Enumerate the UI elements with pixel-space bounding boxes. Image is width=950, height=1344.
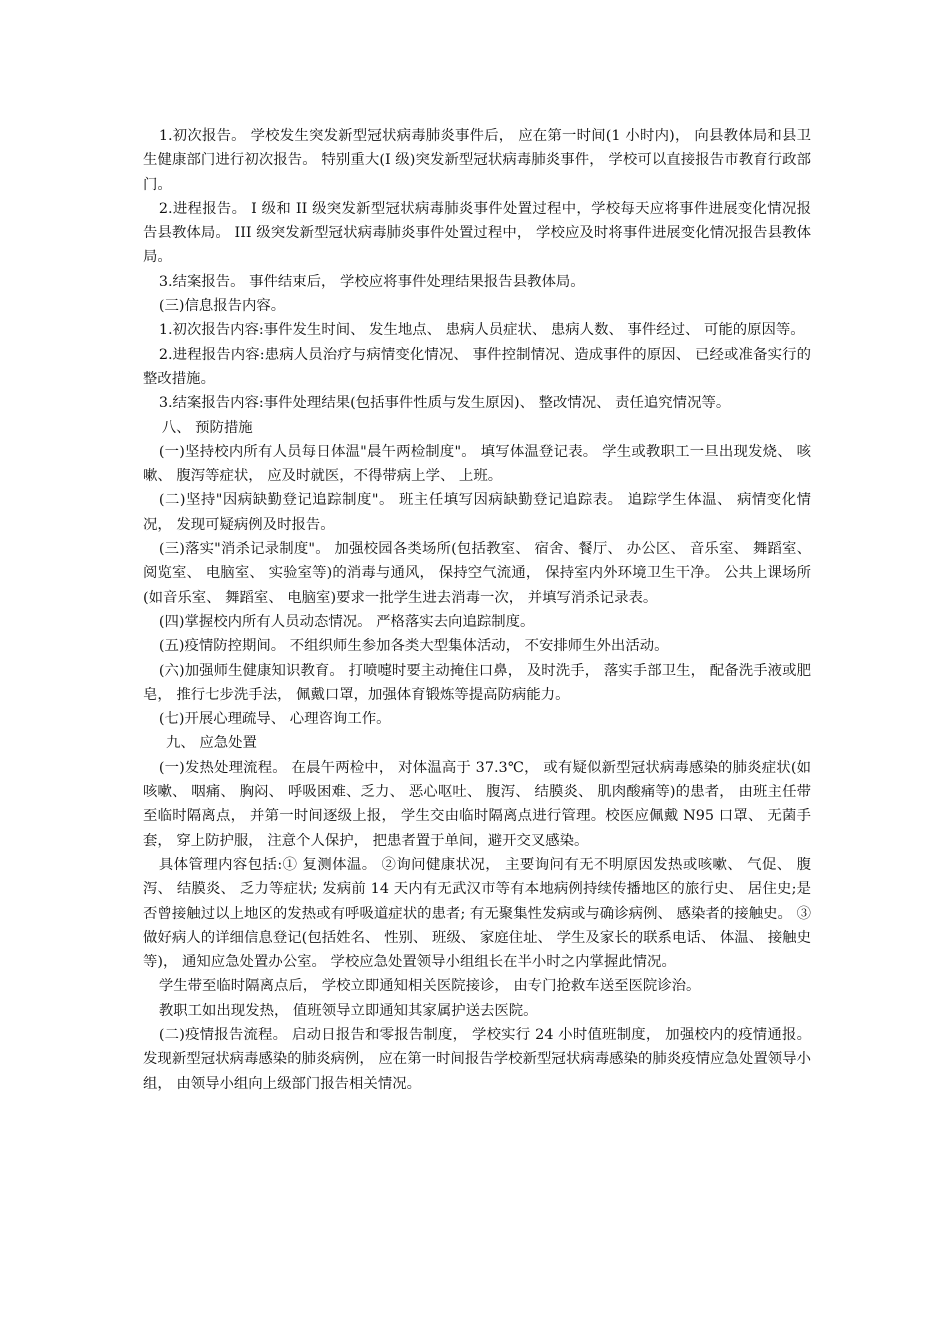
paragraph-counseling: (七)开展心理疏导、 心理咨询工作。: [158, 711, 391, 728]
paragraph-closing-report: 3.结案报告。 事件结束后， 学校应将事件处理结果报告县教体局。: [158, 273, 585, 290]
paragraph-epidemic-reporting: (二)疫情报告流程。 启动日报告和零报告制度， 学校实行 24 小时值班制度， 加强校内的疫情通报。 发现新型冠状病毒感染的肺炎病例， 应在第一时间报告学校新型冠状病毒感染的肺炎疫情应急处置领导小组， 由领导小组向上级部门报告相关情况。: [143, 1026, 811, 1092]
document-body: [143, 124, 811, 1096]
paragraph-closing-report-content: 3.结案报告内容:事件处理结果(包括事件性质与发生原因)、 整改情况、 责任追究情况等。: [158, 395, 731, 412]
paragraph-staff-hospital: 教职工如出现发热， 值班领导立即通知其家属护送去医院。: [158, 1002, 538, 1019]
section-heading-emergency: 九、 应急处置: [166, 735, 257, 752]
section-heading-prevention: 八、 预防措施: [161, 419, 253, 436]
paragraph-no-gatherings: (五)疫情防控期间。 不组织师生参加各类大型集体活动， 不安排师生外出活动。: [158, 638, 669, 655]
paragraph-initial-report-content: 1.初次报告内容:事件发生时间、 发生地点、 患病人员症状、 患病人数、 事件经过、 可能的原因等。: [158, 322, 805, 339]
paragraph-disinfection: (三)落实"消杀记录制度"。 加强校园各类场所(包括教室、 宿舍、餐厅、 办公区、 音乐室、 舞蹈室、 阅览室、 电脑室、 实验室等)的消毒与通风， 保持空气流通， 保持室内外环境卫生干净。 公共上课场所(如音乐室、 舞蹈室、 电脑室)要求一批学生进去消毒一次， 并填写消杀记录表。: [143, 541, 811, 606]
paragraph-fever-process: (一)发热处理流程。 在晨午两检中， 对体温高于 37.3℃， 或有疑似新型冠状病毒感染的肺炎症状(如咳嗽、 咽痛、 胸闷、 呼吸困难、乏力、 恶心呕吐、 腹泻、 结膜炎、 肌肉酸痛等)的患者， 由班主任带至临时隔离点， 并第一时间逐级上报， 学生交由临时隔离点进行管理。校医应佩戴 N95 口罩、 无菌手套， 穿上防护服， 注意个人保护， 把患者置于单间，避开交叉感染。: [143, 759, 811, 849]
paragraph-initial-report: 1.初次报告。 学校发生突发新型冠状病毒肺炎事件后， 应在第一时间(1 小时内)， 向县教体局和县卫生健康部门进行初次报告。 特别重大(I 级)突发新型冠状病毒肺炎事件， 学校可以直接报告市教育行政部门。: [143, 128, 811, 193]
paragraph-health-education: (六)加强师生健康知识教育。 打喷嚏时要主动掩住口鼻， 及时洗手， 落实手部卫生， 配备洗手液或肥皂， 推行七步洗手法， 佩戴口罩，加强体育锻炼等提高防病能力。: [143, 662, 811, 703]
paragraph-personnel-tracking: (四)掌握校内所有人员动态情况。 严格落实去向追踪制度。: [158, 613, 535, 630]
paragraph-progress-report: 2.进程报告。 I 级和 II 级突发新型冠状病毒肺炎事件处置过程中，学校每天应将事件进展变化情况报告县教体局。 III 级突发新型冠状病毒肺炎事件处置过程中， 学校应及时将事件进展变化情况报告县教体局。: [143, 200, 811, 266]
paragraph-temperature-check: (一)坚持校内所有人员每日体温"晨午两检制度"。 填写体温登记表。 学生或教职工一旦出现发烧、 咳嗽、 腹泻等症状， 应及时就医，不得带病上学、 上班。: [143, 443, 811, 485]
paragraph-progress-report-content: 2.进程报告内容:患病人员治疗与病情变化情况、 事件控制情况、造成事件的原因、 已经或准备实行的整改措施。: [143, 346, 811, 387]
paragraph-absence-tracking: (二)坚持"因病缺勤登记追踪制度"。 班主任填写因病缺勤登记追踪表。 追踪学生体温、 病情变化情况， 发现可疑病例及时报告。: [143, 492, 811, 533]
paragraph-management-details: 具体管理内容包括:① 复测体温。 ②询问健康状况， 主要询问有无不明原因发热或咳嗽、 气促、 腹泻、 结膜炎、 乏力等症状; 发病前 14 天内有无武汉市等有本地病例持续传播地区的旅行史、 居住史;是否曾接触过以上地区的发热或有呼吸道症状的患者; 有无聚集性发病或与确诊病例、 感染者的接触史。 ③做好病人的详细信息登记(包括姓名、 性别、 班级、 家庭住址、 学生及家长的联系电话、 体温、 接触史等)， 通知应急处置办公室。 学校应急处置领导小组组长在半小时之内掌握此情况。: [143, 856, 811, 971]
subheading-report-content: (三)信息报告内容。: [158, 298, 286, 315]
paragraph-student-hospital: 学生带至临时隔离点后， 学校立即通知相关医院接诊， 由专门抢救车送至医院诊治。: [158, 978, 701, 995]
